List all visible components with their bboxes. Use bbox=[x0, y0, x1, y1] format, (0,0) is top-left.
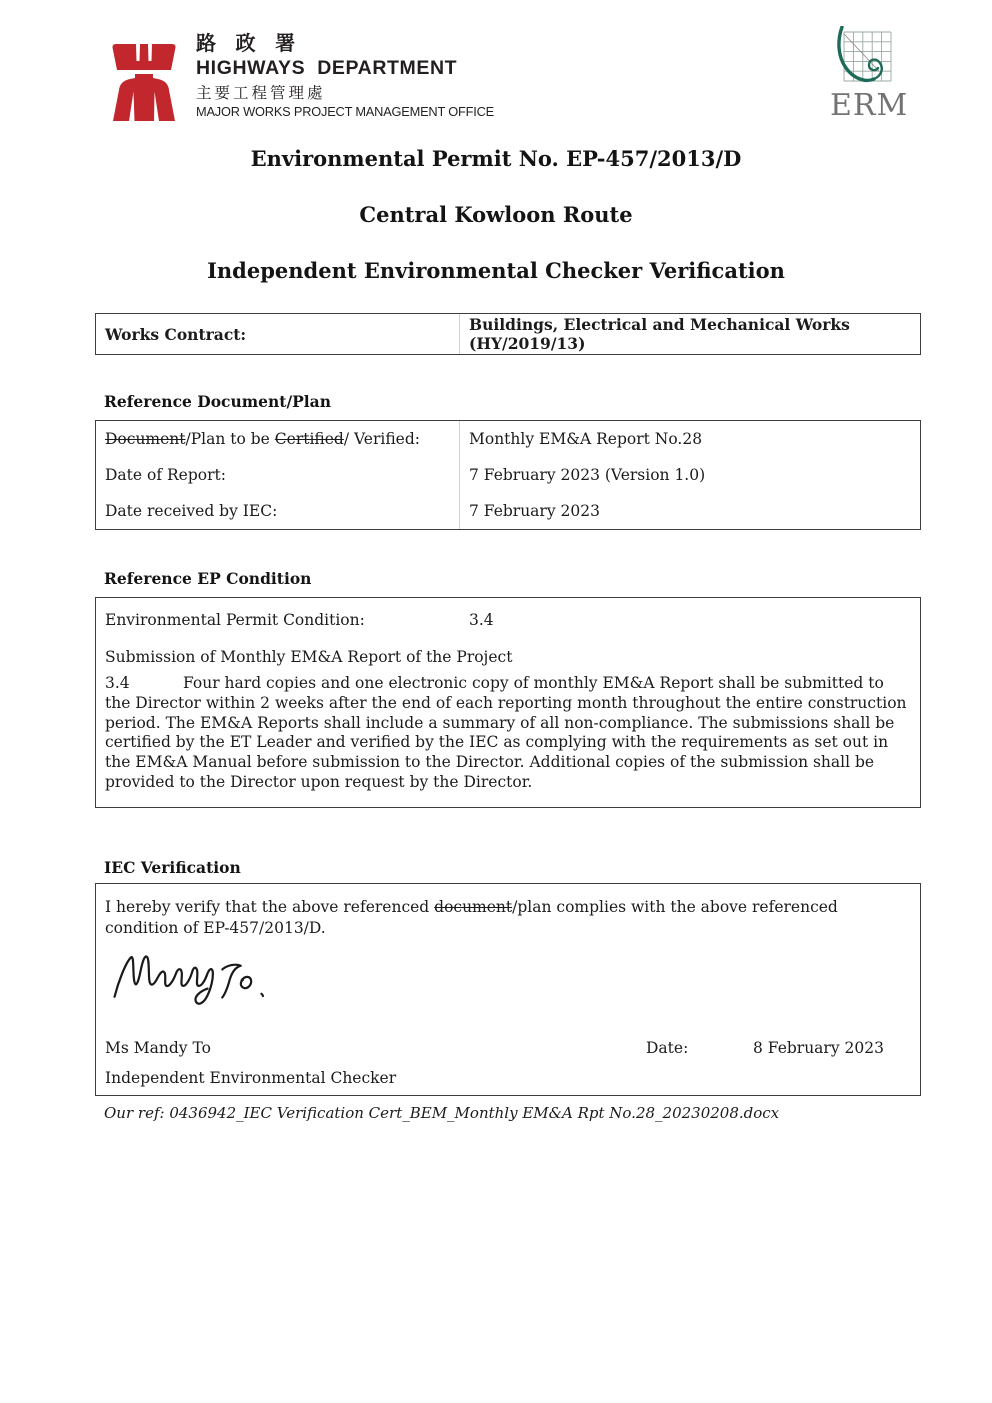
table-row bbox=[96, 493, 920, 529]
reference-document-heading: Reference Document/Plan bbox=[104, 392, 331, 411]
signature bbox=[110, 948, 280, 1010]
department-name-english: HIGHWAYS DEPARTMENT bbox=[196, 57, 458, 79]
ep-condition-label: Environmental Permit Condition: bbox=[105, 611, 365, 629]
verification-statement: I hereby verify that the above referenced document/plan complies with the above referenced condition of EP-457/2013/D. bbox=[105, 898, 838, 937]
document-plan-label: Document/Plan to be Certified/ Verified: bbox=[105, 430, 420, 448]
date-received-label: Date received by IEC: bbox=[105, 502, 278, 520]
document-plan-value: Monthly EM&A Report No.28 bbox=[469, 430, 703, 448]
table-row bbox=[96, 457, 920, 493]
table-row bbox=[96, 600, 920, 640]
table-row bbox=[96, 421, 920, 457]
works-contract-value: Buildings, Electrical and Mechanical Works (HY/2019/13) bbox=[469, 315, 861, 353]
erm-fern-icon bbox=[830, 26, 894, 86]
reference-document-table bbox=[95, 420, 921, 530]
reference-ep-heading: Reference EP Condition bbox=[104, 569, 312, 588]
date-of-report-label: Date of Report: bbox=[105, 466, 226, 484]
erm-wordmark: ERM bbox=[830, 88, 909, 123]
date-value: 8 February 2023 bbox=[753, 1039, 884, 1057]
date-of-report-value: 7 February 2023 (Version 1.0) bbox=[469, 466, 706, 484]
document-type-title: Independent Environmental Checker Verification bbox=[207, 258, 785, 283]
our-ref-footer: Our ref: 0436942_IEC Verification Cert_BEM_Monthly EM&A Rpt No.28_20230208.docx bbox=[104, 1104, 780, 1122]
ep-condition-clause bbox=[105, 674, 912, 793]
permit-number-title: Environmental Permit No. EP-457/2013/D bbox=[250, 146, 742, 171]
ep-condition-subject: Submission of Monthly EM&A Report of the Project bbox=[105, 648, 513, 666]
date-received-value: 7 February 2023 bbox=[469, 502, 600, 520]
office-name-english: MAJOR WORKS PROJECT MANAGEMENT OFFICE bbox=[196, 104, 494, 119]
clause-text: Four hard copies and one electronic copy of monthly EM&A Report shall be submitted to the Director within 2 weeks after the end of each reporting month throughout the entire construction period. The EM&A Reports shall include a summary of all non-compliance. The submissions shall be certified by the ET Leader and verified by the IEC as complying with the requirements as set out in the EM&A Manual before submission to the Director. Additional copies of the submission shall be provided to the Director upon request by the Director. bbox=[105, 674, 907, 791]
works-contract-table bbox=[95, 313, 921, 355]
ep-condition-value: 3.4 bbox=[469, 611, 494, 629]
project-name-title: Central Kowloon Route bbox=[359, 202, 633, 227]
signer-name: Ms Mandy To bbox=[105, 1039, 211, 1057]
ep-condition-table bbox=[95, 597, 921, 808]
erm-logo bbox=[830, 26, 909, 123]
works-contract-label: Works Contract: bbox=[105, 324, 247, 344]
highways-department-logo-icon bbox=[106, 38, 182, 122]
iec-verification-box bbox=[95, 883, 921, 1096]
clause-number: 3.4 bbox=[105, 674, 130, 692]
office-name-chinese: 主要工程管理處 bbox=[196, 84, 326, 102]
iec-verification-heading: IEC Verification bbox=[104, 858, 241, 877]
date-label: Date: bbox=[646, 1039, 689, 1057]
department-name-chinese: 路 政 署 bbox=[196, 33, 303, 55]
department-header bbox=[196, 34, 503, 118]
signer-title: Independent Environmental Checker bbox=[105, 1069, 397, 1087]
